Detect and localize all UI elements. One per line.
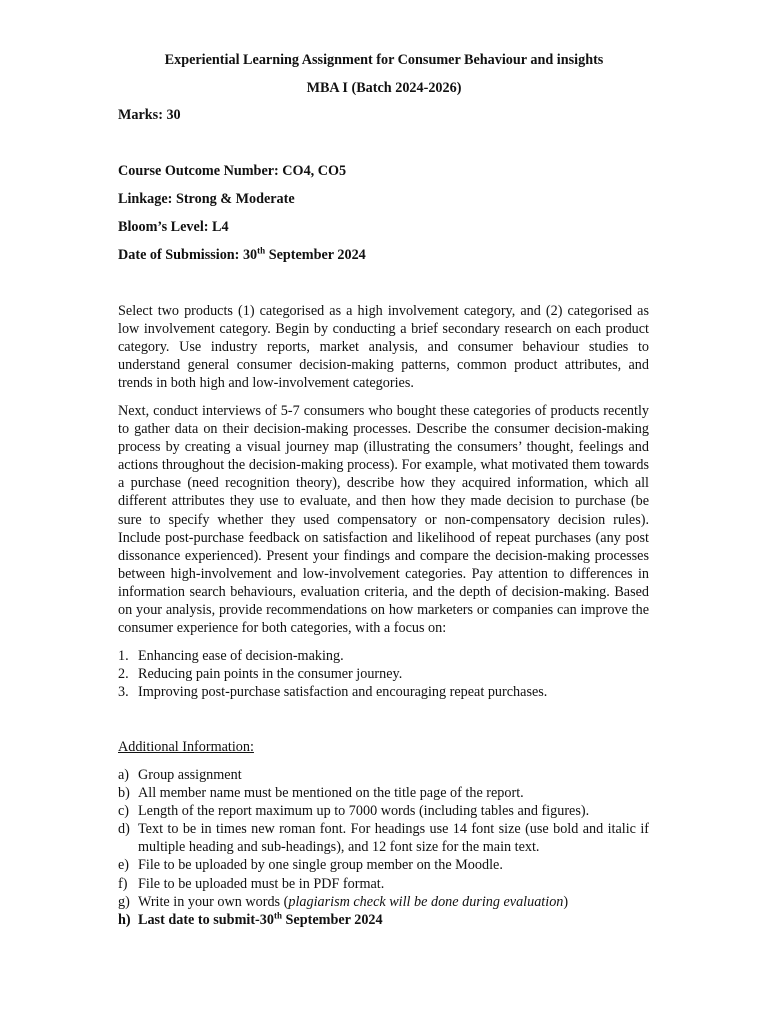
list-marker: 2. — [118, 666, 129, 683]
additional-info-item — [118, 766, 649, 784]
additional-info-heading: Additional Information: — [118, 739, 254, 755]
item-g-italic-note: plagiarism check will be done during evaluation — [288, 893, 564, 910]
list-item-text: File to be uploaded must be in PDF format. — [138, 875, 385, 892]
list-item-text: Text to be in times new roman font. For headings use 14 font size (use bold and italic if multiple heading and sub-headings), and 12 font size for the main text. — [138, 821, 649, 856]
list-marker: e) — [118, 857, 130, 874]
list-marker: g) — [118, 893, 130, 910]
list-item-text: Improving post-purchase satisfaction and encouraging repeat purchases. — [138, 684, 548, 701]
list-marker: f) — [118, 875, 128, 892]
focus-list-item — [118, 665, 649, 683]
document-title: Experiential Learning Assignment for Consumer Behaviour and insights — [164, 52, 604, 68]
list-marker: a) — [118, 767, 130, 783]
additional-info-list — [118, 766, 649, 929]
paragraph-intro: Select two products (1) categorised as a high involvement category, and (2) categorised as low involvement category. Begin by conducting a brief secondary research on each product category. Use industry reports, market analysis, and consumer behaviour studies to understand general consumer decision-making patterns, common product attributes, and trends in both high and low-involvement categories. — [118, 303, 649, 392]
list-item-text — [138, 893, 649, 911]
additional-info-item-deadline — [118, 911, 649, 929]
deadline-text-before: Last date to submit-30 — [138, 911, 274, 928]
additional-info-item — [118, 856, 649, 874]
list-item-text: Enhancing ease of decision-making. — [138, 648, 344, 664]
list-marker: b) — [118, 785, 130, 802]
deadline-sup: th — [273, 910, 282, 921]
linkage-line: Linkage: Strong & Moderate — [118, 191, 295, 207]
submission-date-prefix: Date of Submission: 30 — [118, 247, 258, 263]
item-g-text-after: ) — [563, 893, 569, 910]
document-subtitle: MBA I (Batch 2024-2026) — [306, 80, 462, 96]
course-outcome-line: Course Outcome Number: CO4, CO5 — [118, 163, 347, 179]
focus-list-item — [118, 647, 649, 665]
list-item-text: Group assignment — [138, 767, 242, 783]
paragraph-instructions: Next, conduct interviews of 5-7 consumers who bought these categories of products recently to gather data on their decision-making processes. Describe the consumer decision-making process by creating a visual journey map (illustrating the consumers’ thought, feelings and actions throughout the decision-making process). For example, what motivated them towards a purchase (need recognition theory), describe how they acquired information, which all different attributes they use to evaluate, and then how they made decision to purchase (be sure to specify whether they used compensatory or non-compensatory decision rules). Include post-purchase feedback on satisfaction and likelihood of repeat purchases (any post dissonance experienced). Present your findings and compare the decision-making processes between high-involvement and low-involvement categories. Pay attention to differences in information search behaviours, evaluation criteria, and the depth of decision-making. Based on your analysis, provide recommendations on how marketers or companies can improve the consumer experience for both categories, with a focus on: — [118, 403, 649, 637]
additional-info-item — [118, 802, 649, 820]
additional-info-item — [118, 875, 649, 893]
focus-list-item — [118, 683, 649, 701]
submission-date-sup: th — [257, 245, 266, 256]
list-marker: 1. — [118, 648, 129, 664]
list-marker: h) — [118, 911, 131, 928]
list-item-text: All member name must be mentioned on the title page of the report. — [138, 785, 524, 802]
submission-date-suffix: September 2024 — [265, 247, 366, 263]
list-item-text: File to be uploaded by one single group member on the Moodle. — [138, 857, 503, 874]
list-item-text: Length of the report maximum up to 7000 words (including tables and figures). — [138, 803, 590, 820]
submission-date-line — [118, 247, 366, 264]
list-marker: d) — [118, 821, 130, 838]
list-marker: 3. — [118, 684, 129, 701]
additional-info-item — [118, 893, 649, 911]
additional-info-item — [118, 784, 649, 802]
additional-info-item — [118, 820, 649, 856]
focus-list — [118, 647, 649, 701]
list-marker: c) — [118, 803, 130, 820]
list-item-text — [138, 911, 649, 929]
marks-line: Marks: 30 — [118, 107, 181, 123]
item-g-text-before: Write in your own words ( — [138, 893, 289, 910]
list-item-text: Reducing pain points in the consumer journey. — [138, 666, 403, 683]
blooms-level-line: Bloom’s Level: L4 — [118, 219, 229, 235]
deadline-text-after: September 2024 — [281, 911, 383, 928]
